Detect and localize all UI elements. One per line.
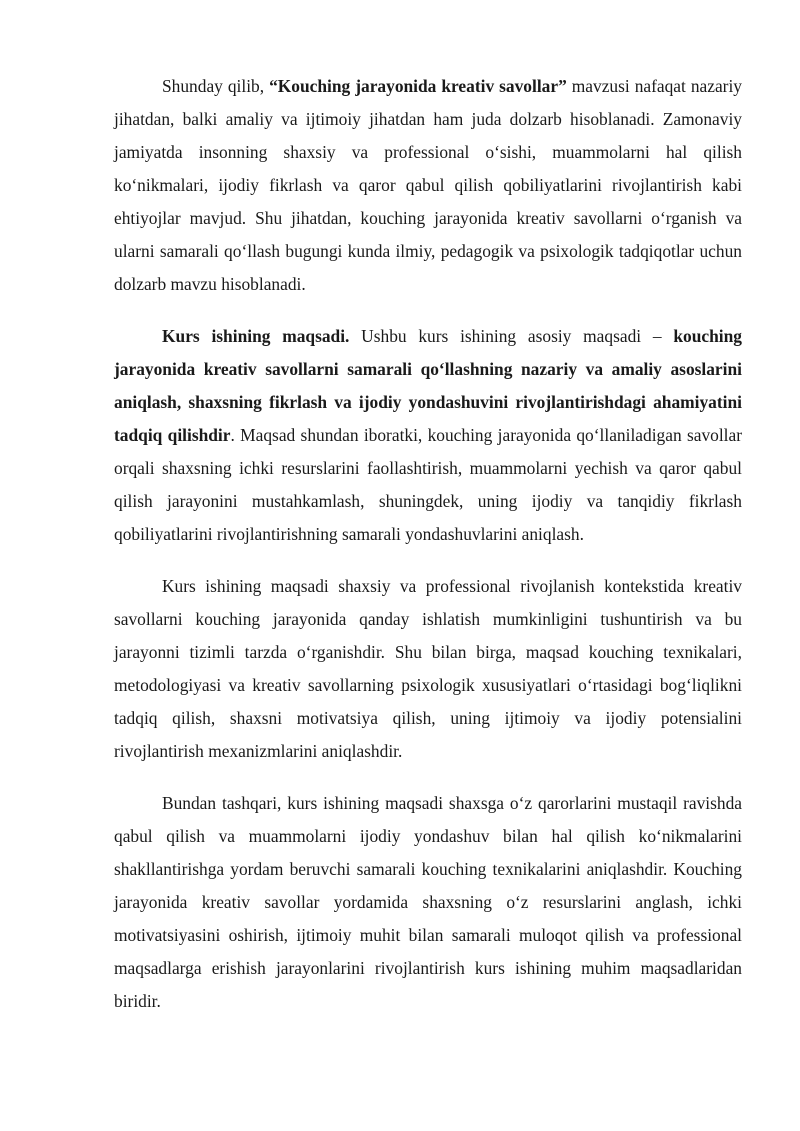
paragraph-text: . Maqsad shundan iboratki, kouching jarayonida qo‘llaniladigan savollar orqali shaxsning ichki resurslarini faollashtirish, muammolarni yechish va qaror qabul qilish jarayonini mustahkamlash, shuningdek, uning ijodiy va tanqidiy fikrlash qobiliyatlarini rivojlantirishning samarali yondashuvlarini aniqlash. [114, 425, 743, 544]
paragraph-course-goal [114, 320, 742, 551]
paragraph-text: Shunday qilib, [162, 76, 270, 96]
document-body [114, 70, 742, 1037]
paragraph-conclusion [114, 70, 742, 301]
goal-statement-bold: kouching jarayonida kreativ savollarni samarali qo‘llashning nazariy va amaliy asoslarini aniqlash, shaxsning fikrlash va ijodiy yondashuvini rivojlantirishdagi ahamiyatini tadqiq qilishdir [114, 326, 742, 445]
topic-title-bold: “Kouching jarayonida kreativ savollar” [269, 76, 567, 96]
paragraph-text: Bundan tashqari, kurs ishining maqsadi shaxsga o‘z qarorlarini mustaqil ravishda qabul qilish va muammolarni ijodiy yondashuv bilan hal qilish ko‘nikmalarini shakllantirishga yordam beruvchi samarali kouching texnikalarini aniqlashdir. Kouching jarayonida kreativ savollar yordamida shaxsning o‘z resurslarini anglash, ichki motivatsiyasini oshirish, ijtimoiy muhit bilan samarali muloqot qilish va professional maqsadlarga erishish jarayonlarini rivojlantirish kurs ishining muhim maqsadlaridan biridir. [114, 793, 742, 1011]
paragraph-text: mavzusi nafaqat nazariy jihatdan, balki amaliy va ijtimoiy jihatdan ham juda dolzarb hisoblanadi. Zamonaviy jamiyatda insonning shaxsiy va professional o‘sishi, muammolarni hal qilish ko‘nikmalari, ijodiy fikrlash va qaror qabul qilish qobiliyatlarini rivojlantirish kabi ehtiyojlar mavjud. Shu jihatdan, kouching jarayonida kreativ savollarni o‘rganish va ularni samarali qo‘llash bugungi kunda ilmiy, pedagogik va psixologik tadqiqotlar uchun dolzarb mavzu hisoblanadi. [114, 76, 743, 294]
section-heading-inline: Kurs ishining maqsadi. [162, 326, 350, 346]
paragraph-goal-context [114, 570, 742, 768]
paragraph-text: Ushbu kurs ishining asosiy maqsadi – [349, 326, 674, 346]
paragraph-text: Kurs ishining maqsadi shaxsiy va professional rivojlanish kontekstida kreativ savollarni kouching jarayonida qanday ishlatish mumkinligini tushuntirish va bu jarayonni tizimli tarzda o‘rganishdir. Shu bilan birga, maqsad kouching texnikalari, metodologiyasi va kreativ savollarning psixologik xususiyatlari o‘rtasidagi bog‘liqlikni tadqiq qilish, shaxsni motivatsiya qilish, uning ijtimoiy va ijodiy potensialini rivojlantirish mexanizmlarini aniqlashdir. [114, 576, 742, 761]
paragraph-goal-additional [114, 787, 742, 1018]
